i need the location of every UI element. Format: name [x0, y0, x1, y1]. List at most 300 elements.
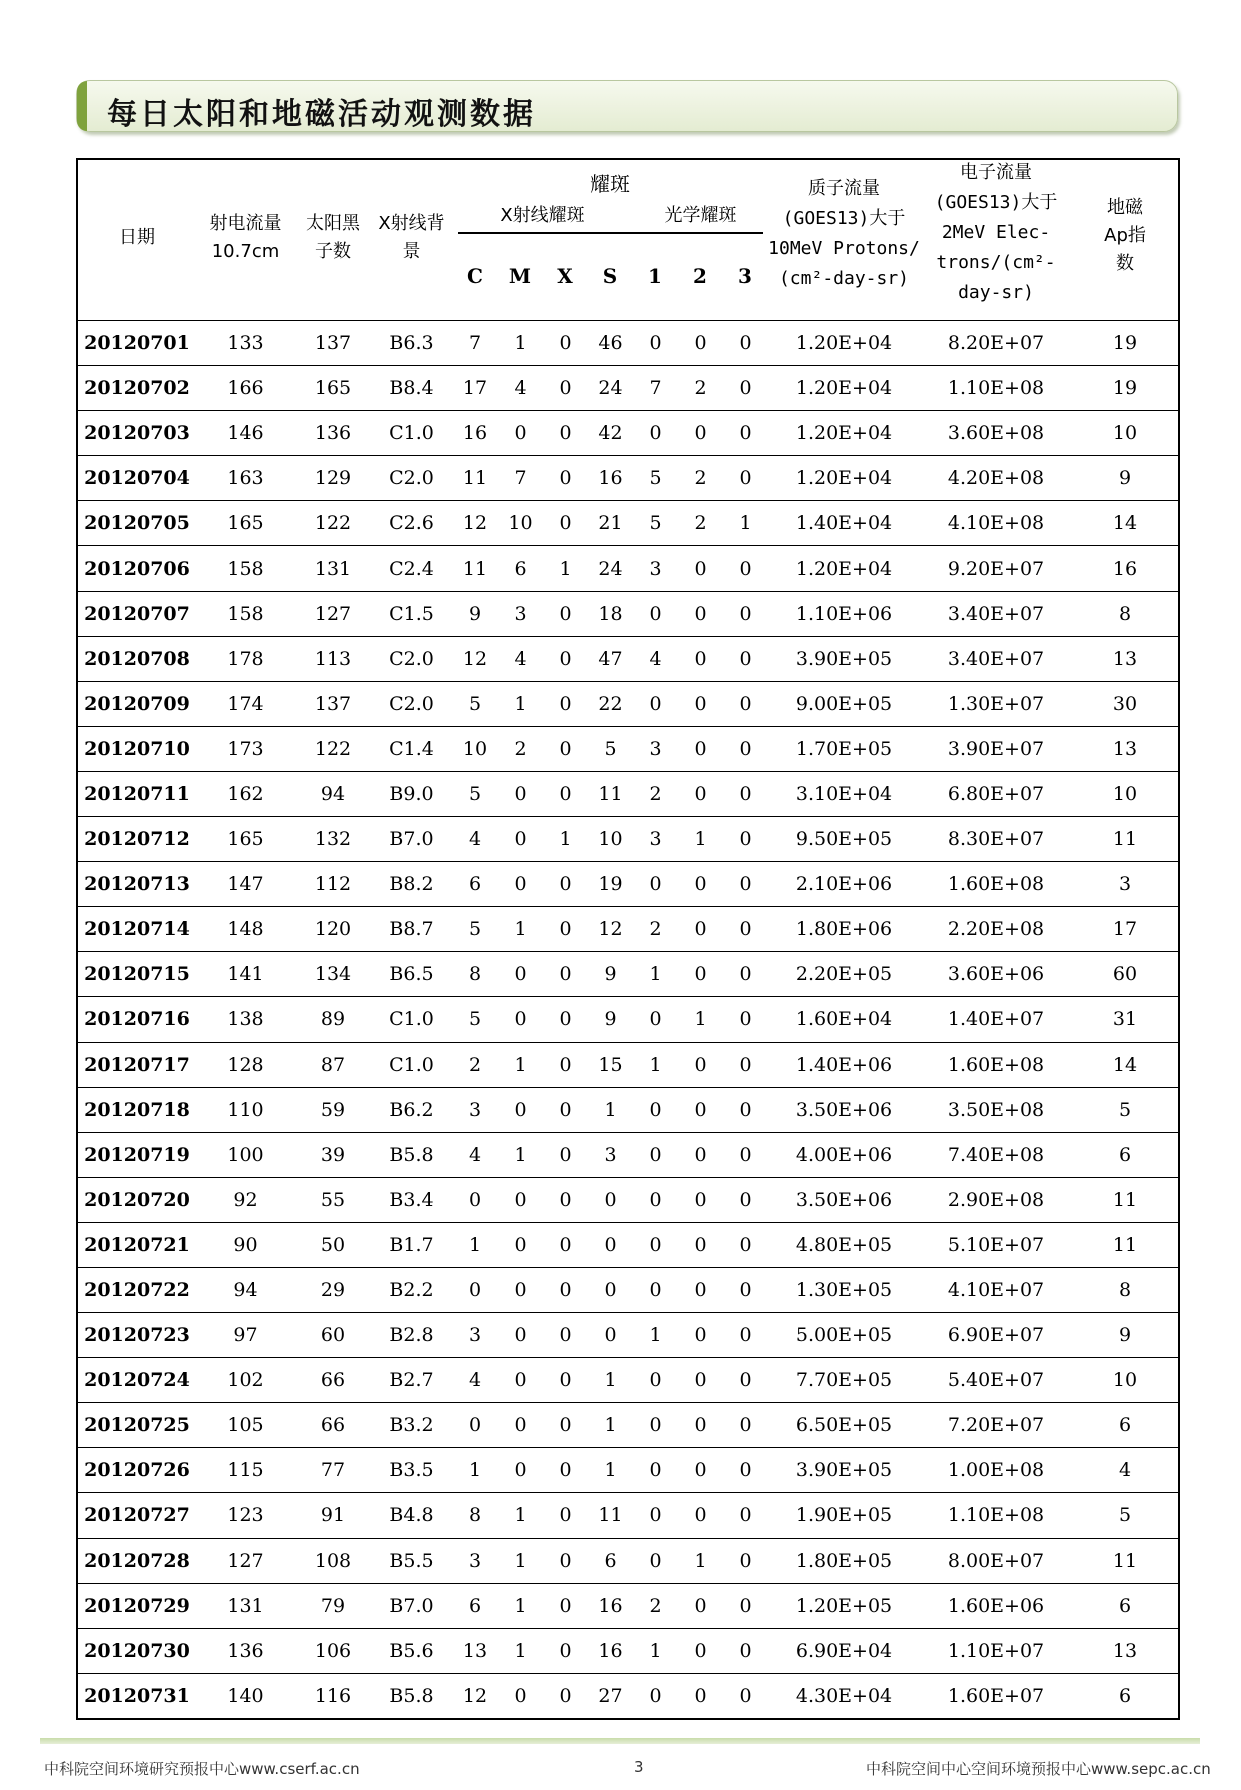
table-cell: 5	[452, 997, 498, 1042]
table-cell: 6.90E+04	[768, 1628, 920, 1673]
table-cell: 0	[723, 997, 768, 1042]
table-cell: 1	[588, 1403, 633, 1448]
header-ap-index: 地磁 Ap指 数	[1104, 197, 1146, 274]
table-cell: 1.60E+08	[920, 862, 1072, 907]
table-cell: 3.90E+05	[768, 1448, 920, 1493]
table-cell: B6.3	[371, 321, 452, 366]
table-cell: 24	[588, 366, 633, 411]
table-cell: 11	[452, 546, 498, 591]
table-cell: 16	[452, 411, 498, 456]
table-cell: 3.40E+07	[920, 636, 1072, 681]
date-cell: 20120710	[78, 726, 196, 771]
table-cell: 11	[1072, 817, 1178, 862]
table-row	[78, 1448, 1178, 1493]
table-cell: 6	[1072, 1673, 1178, 1718]
table-cell: 5	[452, 681, 498, 726]
table-cell: 0	[498, 1673, 543, 1718]
table-cell: 9.00E+05	[768, 681, 920, 726]
table-cell: 0	[588, 1313, 633, 1358]
table-cell: B6.5	[371, 952, 452, 997]
table-cell: B7.0	[371, 817, 452, 862]
table-cell: 137	[295, 681, 371, 726]
table-cell: 9	[588, 952, 633, 997]
table-header	[78, 160, 1178, 320]
table-cell: 89	[295, 997, 371, 1042]
table-cell: 0	[678, 681, 723, 726]
date-cell: 20120709	[78, 681, 196, 726]
table-cell: 3	[452, 1538, 498, 1583]
table-cell: 132	[295, 817, 371, 862]
table-cell: 4	[498, 366, 543, 411]
table-cell: 0	[633, 862, 678, 907]
table-cell: 0	[543, 952, 588, 997]
table-cell: 127	[295, 591, 371, 636]
table-cell: C2.0	[371, 681, 452, 726]
table-cell: 0	[498, 1313, 543, 1358]
table-cell: 0	[588, 1222, 633, 1267]
table-cell: 173	[196, 726, 295, 771]
table-row	[78, 1493, 1178, 1538]
table-cell: 1	[498, 1493, 543, 1538]
table-row	[78, 636, 1178, 681]
table-cell: 0	[452, 1177, 498, 1222]
table-cell: 17	[1072, 907, 1178, 952]
table-cell: 1.80E+06	[768, 907, 920, 952]
table-cell: 8	[452, 1493, 498, 1538]
table-cell: 0	[543, 366, 588, 411]
table-cell: 60	[295, 1313, 371, 1358]
table-cell: 162	[196, 771, 295, 816]
table-row	[78, 862, 1178, 907]
table-cell: 4.20E+08	[920, 456, 1072, 501]
table-cell: 2	[678, 501, 723, 546]
table-cell: 112	[295, 862, 371, 907]
table-cell: B1.7	[371, 1222, 452, 1267]
table-cell: 137	[295, 321, 371, 366]
table-cell: C1.5	[371, 591, 452, 636]
table-cell: 0	[543, 1358, 588, 1403]
table-cell: 5.40E+07	[920, 1358, 1072, 1403]
table-row	[78, 1403, 1178, 1448]
table-cell: 133	[196, 321, 295, 366]
table-cell: 1	[498, 1538, 543, 1583]
table-cell: 3	[633, 817, 678, 862]
table-cell: 8.30E+07	[920, 817, 1072, 862]
table-cell: 60	[1072, 952, 1178, 997]
table-cell: 97	[196, 1313, 295, 1358]
table-cell: 0	[723, 817, 768, 862]
date-cell: 20120704	[78, 456, 196, 501]
date-cell: 20120718	[78, 1087, 196, 1132]
table-cell: 66	[295, 1403, 371, 1448]
table-cell: 122	[295, 726, 371, 771]
table-cell: 1.60E+04	[768, 997, 920, 1042]
table-cell: C2.6	[371, 501, 452, 546]
date-cell: 20120723	[78, 1313, 196, 1358]
table-cell: 1	[498, 1132, 543, 1177]
table-cell: 1	[452, 1222, 498, 1267]
table-row	[78, 952, 1178, 997]
table-cell: 6	[452, 862, 498, 907]
header-xray-flare: X射线耀斑	[500, 205, 585, 226]
table-cell: B8.2	[371, 862, 452, 907]
table-cell: 8	[1072, 1267, 1178, 1312]
table-cell: 0	[543, 591, 588, 636]
table-cell: 0	[723, 1673, 768, 1718]
table-cell: 116	[295, 1673, 371, 1718]
table-cell: 1	[498, 907, 543, 952]
table-cell: 158	[196, 591, 295, 636]
table-cell: 1	[633, 1042, 678, 1087]
table-cell: 11	[1072, 1538, 1178, 1583]
table-cell: 3.10E+04	[768, 771, 920, 816]
table-cell: 5	[633, 501, 678, 546]
table-cell: 6	[498, 546, 543, 591]
table-cell: 13	[1072, 726, 1178, 771]
table-cell: 0	[543, 1132, 588, 1177]
table-cell: 0	[633, 411, 678, 456]
table-cell: 2	[452, 1042, 498, 1087]
footer-divider	[40, 1738, 1200, 1744]
table-cell: 0	[543, 321, 588, 366]
table-cell: 0	[723, 1132, 768, 1177]
table-cell: 0	[633, 321, 678, 366]
table-cell: 100	[196, 1132, 295, 1177]
table-cell: 1.60E+07	[920, 1673, 1072, 1718]
table-cell: B2.7	[371, 1358, 452, 1403]
table-cell: 0	[543, 1087, 588, 1132]
table-cell: 8	[452, 952, 498, 997]
table-cell: 4	[452, 1358, 498, 1403]
table-cell: 0	[498, 771, 543, 816]
table-cell: B2.8	[371, 1313, 452, 1358]
table-cell: 9	[1072, 1313, 1178, 1358]
table-cell: 19	[1072, 366, 1178, 411]
header-optical-flare: 光学耀斑	[664, 205, 737, 226]
table-cell: B3.5	[371, 1448, 452, 1493]
table-cell: 1.40E+06	[768, 1042, 920, 1087]
table-cell: 92	[196, 1177, 295, 1222]
table-cell: 0	[498, 1267, 543, 1312]
table-row	[78, 501, 1178, 546]
table-cell: 0	[678, 1403, 723, 1448]
table-cell: 0	[543, 997, 588, 1042]
table-cell: B6.2	[371, 1087, 452, 1132]
table-cell: 7	[452, 321, 498, 366]
table-cell: 0	[543, 1042, 588, 1087]
table-cell: 0	[678, 1493, 723, 1538]
table-cell: 174	[196, 681, 295, 726]
footer-right: 中科院空间中心空间环境预报中心www.sepc.ac.cn	[866, 1760, 1211, 1778]
table-cell: 0	[678, 952, 723, 997]
table-cell: 0	[498, 1087, 543, 1132]
table-cell: 0	[498, 411, 543, 456]
table-cell: 1.40E+04	[768, 501, 920, 546]
table-cell: 6	[452, 1583, 498, 1628]
date-cell: 20120706	[78, 546, 196, 591]
table-cell: 13	[1072, 636, 1178, 681]
table-cell: 8.00E+07	[920, 1538, 1072, 1583]
table-cell: 3.90E+05	[768, 636, 920, 681]
table-cell: 3	[588, 1132, 633, 1177]
table-cell: 0	[723, 1628, 768, 1673]
table-cell: 50	[295, 1222, 371, 1267]
table-row	[78, 1042, 1178, 1087]
date-cell: 20120720	[78, 1177, 196, 1222]
table-cell: 1	[678, 997, 723, 1042]
table-cell: 0	[543, 1222, 588, 1267]
table-cell: 4.10E+08	[920, 501, 1072, 546]
table-cell: 0	[498, 1448, 543, 1493]
table-cell: 4	[633, 636, 678, 681]
table-row	[78, 1628, 1178, 1673]
table-cell: 2	[498, 726, 543, 771]
table-cell: 0	[633, 1222, 678, 1267]
table-cell: 5.00E+05	[768, 1313, 920, 1358]
table-cell: 140	[196, 1673, 295, 1718]
table-cell: 166	[196, 366, 295, 411]
table-cell: 0	[723, 1358, 768, 1403]
table-cell: 1.30E+05	[768, 1267, 920, 1312]
table-cell: C1.0	[371, 411, 452, 456]
table-cell: 0	[723, 952, 768, 997]
table-cell: 7.40E+08	[920, 1132, 1072, 1177]
table-cell: 178	[196, 636, 295, 681]
table-cell: 0	[633, 1358, 678, 1403]
table-cell: 1.10E+08	[920, 1493, 1072, 1538]
table-cell: 1	[543, 546, 588, 591]
table-cell: 0	[723, 1177, 768, 1222]
table-cell: 79	[295, 1583, 371, 1628]
table-cell: 0	[543, 1493, 588, 1538]
table-cell: C1.0	[371, 1042, 452, 1087]
table-cell: 10	[498, 501, 543, 546]
table-cell: 1	[723, 501, 768, 546]
table-cell: 1.20E+04	[768, 321, 920, 366]
date-cell: 20120717	[78, 1042, 196, 1087]
date-cell: 20120727	[78, 1493, 196, 1538]
table-cell: C2.4	[371, 546, 452, 591]
header-date: 日期	[119, 227, 155, 248]
table-cell: 8	[1072, 591, 1178, 636]
header-electron-flux: 电子流量 (GOES13)大于 2MeV Elec- trons/(cm²- day-sr)	[934, 162, 1058, 303]
table-cell: 16	[1072, 546, 1178, 591]
table-cell: B8.4	[371, 366, 452, 411]
table-cell: 4.00E+06	[768, 1132, 920, 1177]
table-cell: 1.80E+05	[768, 1538, 920, 1583]
table-cell: B2.2	[371, 1267, 452, 1312]
table-cell: 0	[543, 1628, 588, 1673]
table-cell: 1	[498, 681, 543, 726]
table-cell: B5.8	[371, 1673, 452, 1718]
table-cell: 1	[498, 321, 543, 366]
table-cell: 7.20E+07	[920, 1403, 1072, 1448]
table-cell: C2.0	[371, 636, 452, 681]
table-cell: 3	[452, 1313, 498, 1358]
table-cell: 0	[723, 907, 768, 952]
table-cell: 6.90E+07	[920, 1313, 1072, 1358]
date-cell: 20120731	[78, 1673, 196, 1718]
table-cell: 0	[678, 636, 723, 681]
table-cell: 128	[196, 1042, 295, 1087]
table-cell: 0	[588, 1177, 633, 1222]
table-cell: 1	[678, 817, 723, 862]
table-cell: 0	[452, 1403, 498, 1448]
table-cell: 3	[1072, 862, 1178, 907]
header-sub-1: 1	[648, 264, 662, 288]
table-cell: 0	[723, 1583, 768, 1628]
table-cell: 0	[633, 1267, 678, 1312]
table-cell: 1	[498, 1042, 543, 1087]
table-cell: 1	[588, 1358, 633, 1403]
table-cell: 18	[588, 591, 633, 636]
table-cell: 87	[295, 1042, 371, 1087]
date-cell: 20120713	[78, 862, 196, 907]
table-cell: 0	[633, 1177, 678, 1222]
table-cell: 5	[633, 456, 678, 501]
table-cell: B9.0	[371, 771, 452, 816]
table-cell: 5	[452, 907, 498, 952]
table-cell: 1	[588, 1087, 633, 1132]
table-cell: 5	[588, 726, 633, 771]
table-cell: 0	[723, 366, 768, 411]
table-cell: 3.60E+06	[920, 952, 1072, 997]
table-cell: 3.60E+08	[920, 411, 1072, 456]
date-cell: 20120703	[78, 411, 196, 456]
table-cell: 148	[196, 907, 295, 952]
table-cell: 2	[633, 771, 678, 816]
table-row	[78, 366, 1178, 411]
table-cell: 0	[678, 321, 723, 366]
table-cell: 14	[1072, 1042, 1178, 1087]
table-cell: 0	[452, 1267, 498, 1312]
table-cell: 6	[1072, 1132, 1178, 1177]
table-cell: 6	[1072, 1403, 1178, 1448]
table-cell: C2.0	[371, 456, 452, 501]
table-row	[78, 411, 1178, 456]
table-cell: 1.40E+07	[920, 997, 1072, 1042]
table-cell: 0	[678, 771, 723, 816]
table-cell: 2.90E+08	[920, 1177, 1072, 1222]
table-cell: 131	[295, 546, 371, 591]
footer-left: 中科院空间环境研究预报中心www.cserf.ac.cn	[44, 1760, 360, 1778]
table-row	[78, 1538, 1178, 1583]
page-number: 3	[634, 1758, 644, 1776]
table-cell: 2.10E+06	[768, 862, 920, 907]
table-row	[78, 1177, 1178, 1222]
table-cell: 0	[723, 456, 768, 501]
table-cell: 1.20E+04	[768, 411, 920, 456]
table-cell: 12	[452, 1673, 498, 1718]
table-cell: 9	[1072, 456, 1178, 501]
table-cell: 0	[633, 1448, 678, 1493]
table-cell: 0	[543, 862, 588, 907]
table-cell: 1.90E+05	[768, 1493, 920, 1538]
table-cell: 0	[543, 771, 588, 816]
date-cell: 20120729	[78, 1583, 196, 1628]
table-cell: 0	[498, 1403, 543, 1448]
table-cell: 2.20E+08	[920, 907, 1072, 952]
table-cell: 127	[196, 1538, 295, 1583]
table-cell: 16	[588, 1583, 633, 1628]
table-cell: 8.20E+07	[920, 321, 1072, 366]
table-cell: 3.40E+07	[920, 591, 1072, 636]
header-flare: 耀斑	[590, 172, 630, 196]
table-cell: 113	[295, 636, 371, 681]
table-cell: 15	[588, 1042, 633, 1087]
table-cell: 0	[543, 636, 588, 681]
table-cell: 0	[678, 1132, 723, 1177]
table-cell: 0	[498, 1222, 543, 1267]
table-cell: 0	[543, 1673, 588, 1718]
table-cell: 0	[678, 1267, 723, 1312]
table-cell: 59	[295, 1087, 371, 1132]
table-cell: 46	[588, 321, 633, 366]
table-cell: 146	[196, 411, 295, 456]
table-cell: 10	[1072, 1358, 1178, 1403]
table-cell: 0	[678, 1313, 723, 1358]
table-cell: 1	[633, 952, 678, 997]
table-cell: 3	[452, 1087, 498, 1132]
table-cell: 22	[588, 681, 633, 726]
table-row	[78, 1358, 1178, 1403]
table-cell: 0	[633, 997, 678, 1042]
table-cell: 42	[588, 411, 633, 456]
table-cell: 0	[543, 1267, 588, 1312]
table-cell: 0	[498, 1177, 543, 1222]
table-cell: B5.5	[371, 1538, 452, 1583]
table-row	[78, 321, 1178, 366]
table-cell: B3.4	[371, 1177, 452, 1222]
table-cell: 0	[633, 591, 678, 636]
table-cell: 105	[196, 1403, 295, 1448]
header-sub-m: M	[508, 264, 532, 288]
table-cell: 4.10E+07	[920, 1267, 1072, 1312]
table-cell: 0	[678, 1222, 723, 1267]
date-cell: 20120730	[78, 1628, 196, 1673]
table-cell: 2	[678, 456, 723, 501]
table-cell: 0	[723, 1403, 768, 1448]
table-row	[78, 591, 1178, 636]
table-cell: 0	[678, 1042, 723, 1087]
table-cell: 134	[295, 952, 371, 997]
table-cell: 102	[196, 1358, 295, 1403]
table-cell: 3.90E+07	[920, 726, 1072, 771]
table-cell: 0	[723, 681, 768, 726]
table-cell: 5	[1072, 1087, 1178, 1132]
table-row	[78, 1087, 1178, 1132]
table-cell: 0	[498, 952, 543, 997]
table-cell: 47	[588, 636, 633, 681]
date-cell: 20120708	[78, 636, 196, 681]
header-sub-2: 2	[693, 264, 707, 288]
table-cell: 12	[452, 636, 498, 681]
table-cell: 11	[452, 456, 498, 501]
table-cell: 0	[678, 1358, 723, 1403]
table-cell: 1.70E+05	[768, 726, 920, 771]
table-cell: 5.10E+07	[920, 1222, 1072, 1267]
table-cell: 1	[588, 1448, 633, 1493]
table-cell: 123	[196, 1493, 295, 1538]
table-cell: 0	[543, 1403, 588, 1448]
table-cell: 0	[678, 546, 723, 591]
table-row	[78, 817, 1178, 862]
table-cell: 0	[543, 1177, 588, 1222]
date-cell: 20120712	[78, 817, 196, 862]
table-cell: 6.80E+07	[920, 771, 1072, 816]
table-row	[78, 1673, 1178, 1718]
table-row	[78, 1313, 1178, 1358]
